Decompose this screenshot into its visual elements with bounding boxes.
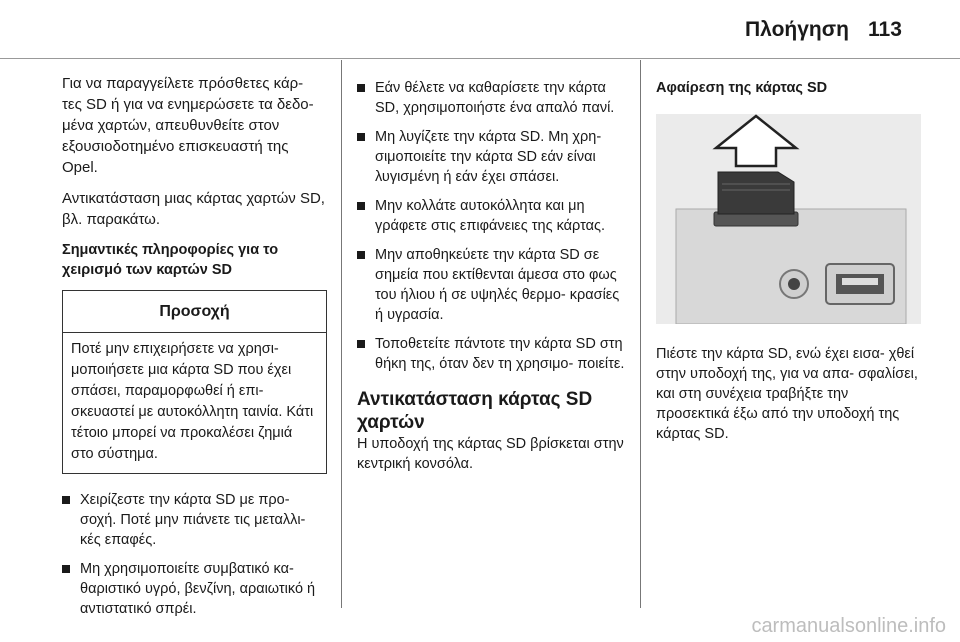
replacement-reference: Αντικατάσταση μιας κάρτας χαρτών SD, βλ. παρακάτω. [62, 190, 325, 228]
caution-title: Προσοχή [63, 291, 326, 333]
handling-list-1 [62, 490, 327, 619]
bullet-icon [357, 84, 365, 92]
caution-text: Ποτέ μην επιχειρήσετε να χρησι- μοποιήσετε μια κάρτα SD που έχει σπάσει, παραμορφωθεί ή επι- σκευαστεί με αυτοκόλλητη ταινία. Κάτι τέτοιο μπορεί να προκαλέσει ζημιά στο σύστημα. [71, 341, 314, 462]
column-divider-2 [640, 60, 641, 608]
section-title: Πλοήγηση [745, 18, 849, 41]
replacement-section-text: Η υποδοχή της κάρτας SD βρίσκεται στην κεντρική κονσόλα. [357, 436, 624, 472]
list-item: Εάν θέλετε να καθαρίσετε την κάρτα SD, χρησιμοποιήστε ένα απαλό πανί. [357, 78, 627, 118]
header-rule [0, 58, 960, 59]
sd-card-removal-illustration [656, 114, 921, 324]
page-header [0, 0, 960, 60]
watermark: carmanualsonline.info [751, 615, 946, 637]
caution-box [62, 290, 327, 474]
important-info-heading: Σημαντικές πληροφορίες για το χειρισμό των καρτών SD [62, 242, 279, 278]
handling-list-2 [357, 78, 627, 374]
replacement-section-title: Αντικατάσταση κάρτας SD χαρτών [357, 389, 593, 433]
page-number: 113 [868, 18, 902, 41]
removal-heading: Αφαίρεση της κάρτας SD [656, 80, 828, 96]
removal-instruction: Πιέστε την κάρτα SD, ενώ έχει εισα- χθεί στην υποδοχή της, για να απα- σφαλίσει, και στη συνέχεια τραβήξτε την προσεκτικά έξω από την υποδοχή της κάρτας SD. [656, 346, 918, 442]
column-divider-1 [341, 60, 342, 608]
bullet-icon [62, 496, 70, 504]
list-item: Μην κολλάτε αυτοκόλλητα και μη γράφετε στις επιφάνειες της κάρτας. [357, 196, 627, 236]
intro-paragraph: Για να παραγγείλετε πρόσθετες κάρ- τες SD ή για να ενημερώσετε τα δεδο- μένα χαρτών, απευθυνθείτε στον εξουσιοδοτημένο επισκευαστή της Opel. [62, 75, 314, 176]
bullet-icon [62, 565, 70, 573]
list-item: Μη λυγίζετε την κάρτα SD. Μη χρη- σιμοποιείτε την κάρτα SD εάν είναι λυγισμένη ή εάν έχει σπάσει. [357, 127, 627, 187]
bullet-icon [357, 133, 365, 141]
bullet-icon [357, 340, 365, 348]
column-2 [357, 78, 627, 484]
sd-slot-illustration-icon [656, 114, 921, 324]
list-item: Μην αποθηκεύετε την κάρτα SD σε σημεία που εκτίθενται άμεσα στο φως του ήλιου ή σε υψηλές θερμο- κρασίες ή υγρασία. [357, 245, 627, 325]
bullet-icon [357, 202, 365, 210]
list-item: Τοποθετείτε πάντοτε την κάρτα SD στη θήκη της, όταν δεν τη χρησιμο- ποιείτε. [357, 334, 627, 374]
column-1 [62, 73, 327, 628]
bullet-icon [357, 251, 365, 259]
column-3 [656, 78, 921, 454]
list-item: Μη χρησιμοποιείτε συμβατικό κα- θαριστικό υγρό, βενζίνη, αραιωτικό ή αντιστατικό σπρέι. [62, 559, 327, 619]
list-item: Χειρίζεστε την κάρτα SD με προ- σοχή. Ποτέ μην πιάνετε τις μεταλλι- κές επαφές. [62, 490, 327, 550]
